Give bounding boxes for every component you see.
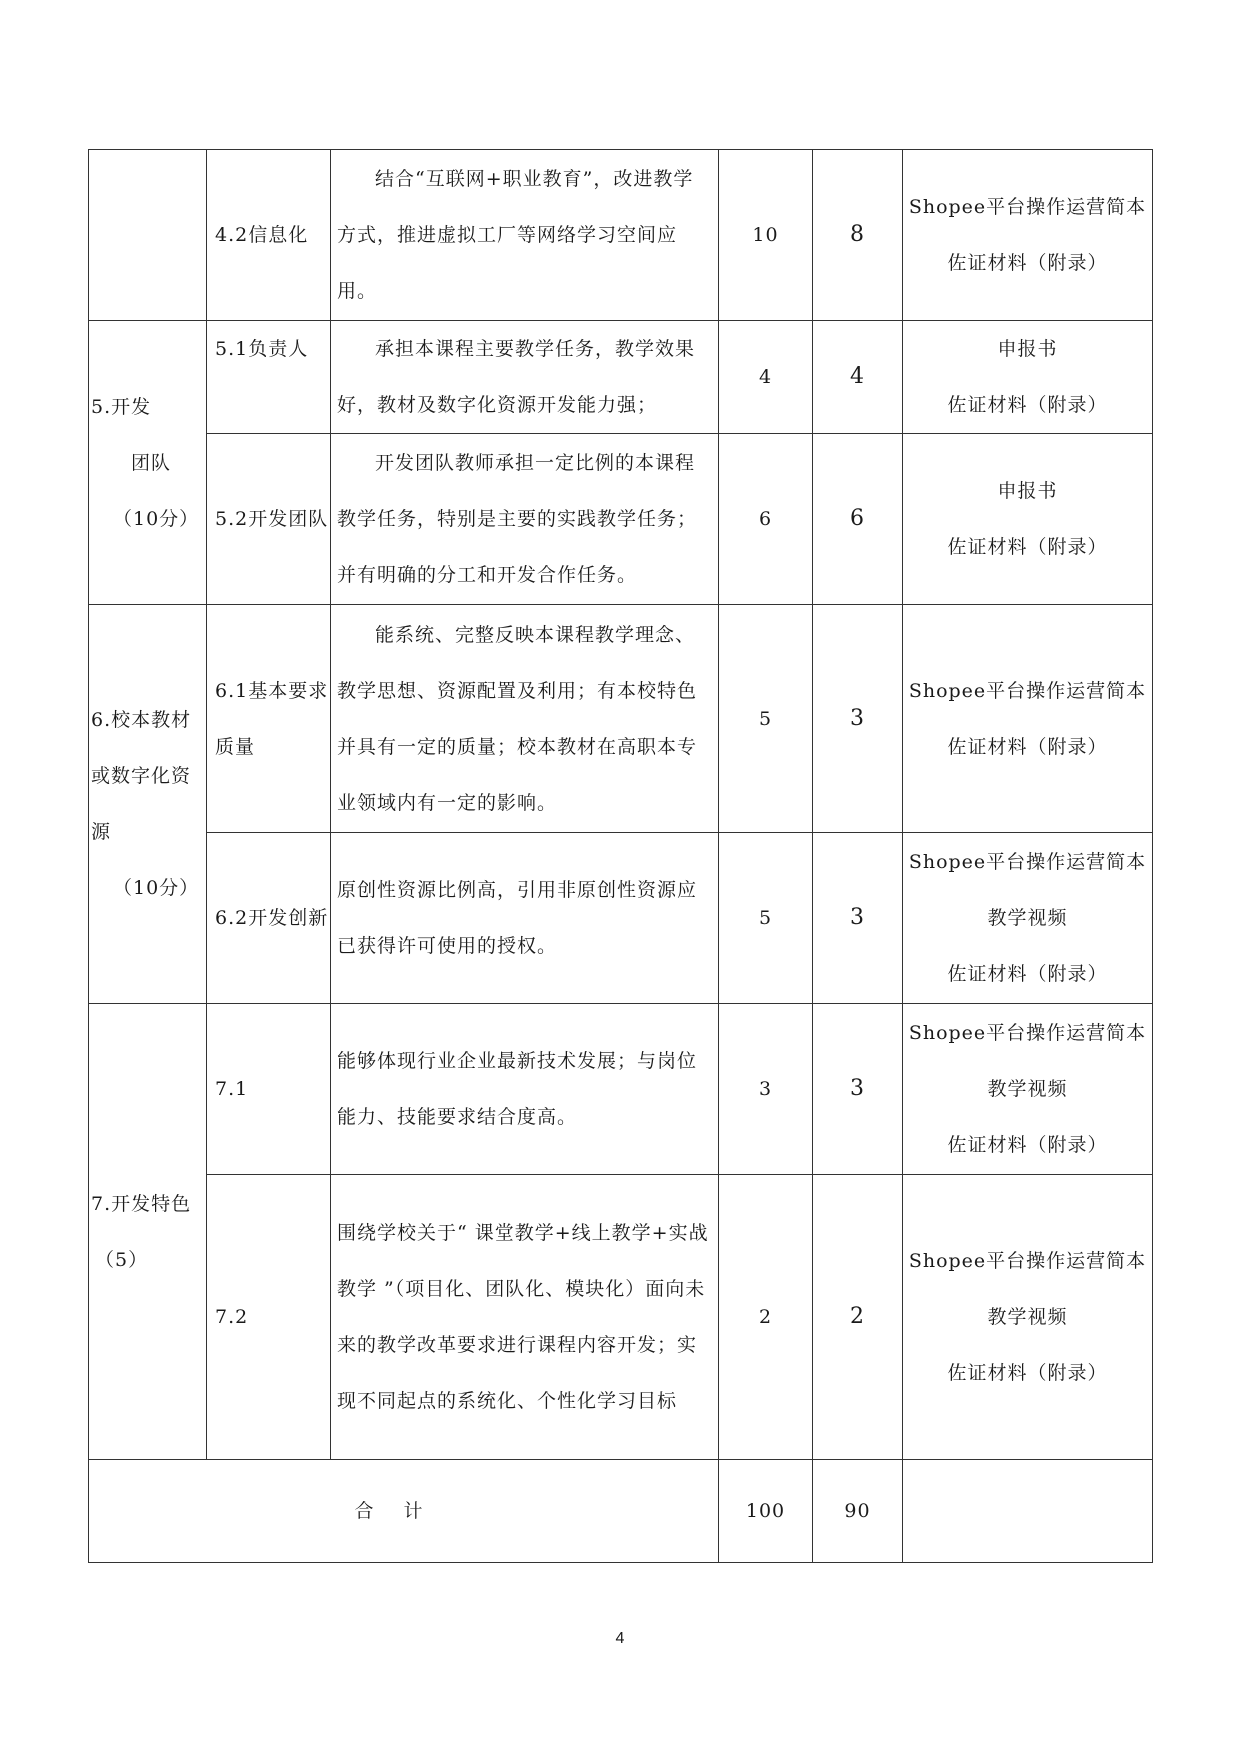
evidence-cell [903, 833, 1153, 1004]
evidence-line: 佐证材料（附录） [947, 735, 1108, 758]
category-line: 团队 [131, 451, 172, 474]
evidence-line: Shopee平台操作运营简本 [908, 679, 1147, 702]
score-cell: 8 [813, 150, 903, 321]
category-cell [89, 605, 207, 1004]
score-cell: 6 [813, 434, 903, 605]
category-line: 6.校本教材或数字化资源 [91, 709, 192, 843]
max-score-cell: 10 [719, 150, 813, 321]
item-cell: 7.1 [207, 1004, 331, 1175]
evidence-cell [903, 1004, 1153, 1175]
table-row [89, 1175, 1153, 1460]
standard-cell [331, 150, 719, 321]
score-cell: 4 [813, 321, 903, 434]
table-row [89, 321, 1153, 434]
evidence-line: 申报书 [997, 338, 1058, 360]
standard-text: 结合“互联网+职业教育”，改进教学方式，推进虚拟工厂等网络学习空间应用。 [337, 168, 694, 302]
total-evidence [903, 1460, 1153, 1563]
max-score-cell: 5 [719, 833, 813, 1004]
standard-text: 能够体现行业企业最新技术发展；与岗位能力、技能要求结合度高。 [337, 1050, 698, 1128]
evidence-cell [903, 434, 1153, 605]
standard-cell [331, 1175, 719, 1460]
score-cell: 3 [813, 833, 903, 1004]
evidence-line: 佐证材料（附录） [947, 1362, 1108, 1384]
evidence-cell [903, 1175, 1153, 1460]
max-score-cell: 5 [719, 605, 813, 833]
max-score-cell: 2 [719, 1175, 813, 1460]
evidence-line: 佐证材料（附录） [947, 536, 1108, 558]
evidence-line: 佐证材料（附录） [947, 252, 1108, 274]
max-score-cell: 3 [719, 1004, 813, 1175]
total-max-score: 100 [719, 1460, 813, 1563]
total-row [89, 1460, 1153, 1563]
standard-cell [331, 833, 719, 1004]
standard-cell [331, 605, 719, 833]
item-cell: 6.2开发创新 [207, 833, 331, 1004]
standard-text: 原创性资源比例高，引用非原创性资源应已获得许可使用的授权。 [337, 879, 698, 957]
standard-cell [331, 321, 719, 434]
item-cell: 4.2信息化 [207, 150, 331, 321]
evidence-line: 教学视频 [987, 907, 1068, 929]
category-cell [89, 150, 207, 321]
item-cell: 5.1负责人 [207, 321, 331, 434]
standard-text: 能系统、完整反映本课程教学理念、教学思想、资源配置及利用；有本校特色并具有一定的质量；校本教材在高职本专业领域内有一定的影响。 [337, 623, 698, 814]
evidence-cell [903, 605, 1153, 833]
evidence-line: Shopee平台操作运营简本 [908, 851, 1147, 873]
evidence-cell [903, 321, 1153, 434]
evidence-line: 教学视频 [987, 1078, 1068, 1100]
item-cell: 5.2开发团队 [207, 434, 331, 605]
score-cell: 3 [813, 605, 903, 833]
evidence-line: Shopee平台操作运营简本 [908, 196, 1147, 218]
evidence-line: 申报书 [997, 480, 1058, 502]
evidence-line: Shopee平台操作运营简本 [908, 1250, 1147, 1272]
evidence-line: 佐证材料（附录） [947, 963, 1108, 985]
item-cell: 6.1基本要求质量 [207, 605, 331, 833]
max-score-cell: 4 [719, 321, 813, 434]
score-cell: 3 [813, 1004, 903, 1175]
category-line: （10分） [113, 877, 200, 899]
score-cell: 2 [813, 1175, 903, 1460]
category-cell [89, 321, 207, 605]
standard-text: 承担本课程主要教学任务，教学效果好，教材及数字化资源开发能力强； [337, 338, 696, 416]
evidence-line: 佐证材料（附录） [947, 1134, 1108, 1156]
total-label: 合计 [89, 1460, 719, 1563]
table-row [89, 1004, 1153, 1175]
standard-text: 围绕学校关于“ 课堂教学+线上教学+实战教学 ”（项目化、团队化、模块化）面向未来的教学改革要求进行课程内容开发；实现不同起点的系统化、个性化学习目标 [337, 1222, 709, 1412]
standard-cell [331, 1004, 719, 1175]
standard-cell [331, 434, 719, 605]
evidence-line: 佐证材料（附录） [947, 394, 1108, 416]
standard-text: 开发团队教师承担一定比例的本课程教学任务，特别是主要的实践教学任务；并有明确的分工和开发合作任务。 [337, 452, 698, 586]
evidence-line: 教学视频 [987, 1306, 1068, 1328]
table-row [89, 833, 1153, 1004]
category-cell [89, 1004, 207, 1460]
category-line: 5.开发 [91, 395, 152, 418]
page-number: 4 [615, 1630, 625, 1647]
table-row [89, 434, 1153, 605]
item-cell: 7.2 [207, 1175, 331, 1460]
category-line: （10分） [113, 507, 200, 530]
table-row [89, 605, 1153, 833]
category-line: （5） [95, 1248, 149, 1271]
category-line: 7.开发特色 [91, 1192, 192, 1215]
evaluation-table [88, 149, 1153, 1563]
table-row [89, 150, 1153, 321]
evidence-cell [903, 150, 1153, 321]
evidence-line: Shopee平台操作运营简本 [908, 1022, 1147, 1044]
max-score-cell: 6 [719, 434, 813, 605]
total-score: 90 [813, 1460, 903, 1563]
